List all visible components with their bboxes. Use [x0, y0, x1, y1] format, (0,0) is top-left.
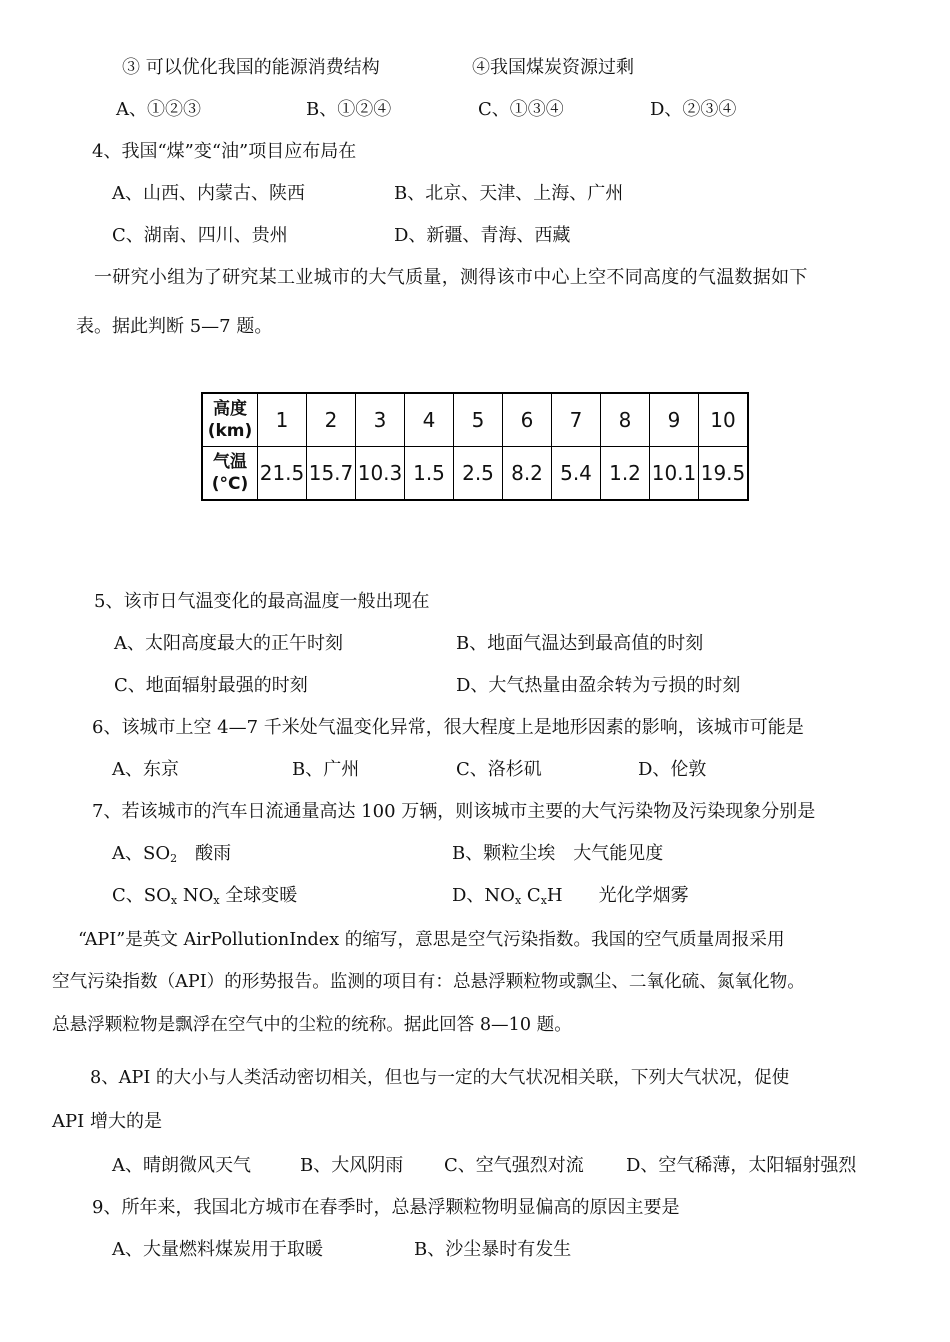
q4-stem: 4、我国“煤”变“油”项目应布局在: [92, 141, 357, 162]
q9-option-a: A、大量燃料煤炭用于取暖: [112, 1239, 323, 1260]
q9-option-b: B、沙尘暴时有发生: [414, 1239, 572, 1260]
q3-statement-3: ③ 可以优化我国的能源消费结构: [122, 57, 380, 78]
height-cell: 9: [650, 393, 699, 447]
q5-option-d: D、大气热量由盈余转为亏损的时刻: [456, 675, 741, 696]
temperature-header: [202, 447, 258, 501]
temperature-cell: 21.5: [258, 447, 307, 501]
q7-stem: 7、若该城市的汽车日流通量高达 100 万辆，则该城市主要的大气污染物及污染现象分别是: [92, 801, 816, 822]
temperature-cell: 2.5: [454, 447, 503, 501]
q3-option-a: A、①②③: [116, 99, 201, 120]
height-row: [202, 393, 748, 447]
height-header-unit: (km): [207, 421, 253, 441]
intro-8-10-line-3: 总悬浮颗粒物是飘浮在空气中的尘粒的统称。据此回答 8—10 题。: [52, 1015, 572, 1035]
q8-option-d: D、空气稀薄，太阳辐射强烈: [626, 1155, 857, 1176]
q6-option-c: C、洛杉矶: [456, 759, 542, 780]
q3-option-c: C、①③④: [478, 99, 564, 120]
q8-stem-line-2: API 增大的是: [52, 1111, 162, 1132]
q8-option-a: A、晴朗微风天气: [112, 1155, 251, 1176]
q6-option-b: B、广州: [292, 759, 360, 780]
q7-option-a: A、$SO_2$ 酸雨: [112, 843, 232, 865]
q7-option-c: C、$SO_x$ $NO_x$ 全球变暖: [112, 885, 298, 907]
q8-option-c: C、空气强烈对流: [444, 1155, 584, 1176]
q4-option-b: B、北京、天津、上海、广州: [394, 183, 624, 204]
q5-option-b: B、地面气温达到最高值的时刻: [456, 633, 704, 654]
q7-option-d: D、$NO_x$ $C_xH$ 光化学烟雾: [452, 885, 689, 907]
intro-5-7-line-1: 一研究小组为了研究某工业城市的大气质量，测得该市中心上空不同高度的气温数据如下: [94, 267, 808, 288]
height-cell: 7: [552, 393, 601, 447]
height-cell: 3: [356, 393, 405, 447]
temperature-header-label: 气温: [213, 452, 247, 472]
temperature-cell: 10.1: [650, 447, 699, 501]
q5-option-a: A、太阳高度最大的正午时刻: [114, 633, 343, 654]
height-cell: 8: [601, 393, 650, 447]
height-cell: 1: [258, 393, 307, 447]
temperature-cell: 19.5: [699, 447, 749, 501]
intro-8-10-line-1: “API”是英文 AirPollutionIndex 的缩写，意思是空气污染指数。我国的空气质量周报采用: [78, 930, 785, 950]
temperature-row: [202, 447, 748, 501]
intro-5-7-line-2: 表。据此判断 5—7 题。: [76, 316, 273, 337]
q9-stem: 9、所年来，我国北方城市在春季时，总悬浮颗粒物明显偏高的原因主要是: [92, 1197, 680, 1218]
temperature-table: [201, 392, 749, 501]
q3-statement-4: ④我国煤炭资源过剩: [472, 57, 634, 78]
q8-stem-line-1: 8、API 的大小与人类活动密切相关，但也与一定的大气状况相关联，下列大气状况，促使: [90, 1068, 790, 1088]
temperature-header-unit: (°C): [211, 474, 249, 494]
height-header-label: 高度: [213, 399, 247, 419]
height-cell: 5: [454, 393, 503, 447]
temperature-cell: 1.2: [601, 447, 650, 501]
q6-option-a: A、东京: [112, 759, 179, 780]
temperature-cell: 1.5: [405, 447, 454, 501]
height-cell: 6: [503, 393, 552, 447]
temperature-cell: 5.4: [552, 447, 601, 501]
height-cell: 4: [405, 393, 454, 447]
q3-option-d: D、②③④: [650, 99, 737, 120]
q8-option-b: B、大风阴雨: [300, 1155, 404, 1176]
q7-option-b: B、颗粒尘埃 大气能见度: [452, 843, 664, 864]
q6-stem: 6、该城市上空 4—7 千米处气温变化异常，很大程度上是地形因素的影响，该城市可能是: [92, 717, 804, 738]
q4-option-d: D、新疆、青海、西藏: [394, 225, 571, 246]
intro-8-10-line-2: 空气污染指数（API）的形势报告。监测的项目有：总悬浮颗粒物或飘尘、二氧化硫、氮氧化物。: [52, 972, 805, 992]
temperature-cell: 15.7: [307, 447, 356, 501]
q4-option-c: C、湖南、四川、贵州: [112, 225, 288, 246]
height-cell: 2: [307, 393, 356, 447]
q6-option-d: D、伦敦: [638, 759, 707, 780]
q5-stem: 5、该市日气温变化的最高温度一般出现在: [94, 591, 430, 612]
q3-option-b: B、①②④: [306, 99, 392, 120]
temperature-cell: 10.3: [356, 447, 405, 501]
q5-option-c: C、地面辐射最强的时刻: [114, 675, 308, 696]
height-cell: 10: [699, 393, 749, 447]
q4-option-a: A、山西、内蒙古、陕西: [112, 183, 305, 204]
temperature-cell: 8.2: [503, 447, 552, 501]
height-header: [202, 393, 258, 447]
